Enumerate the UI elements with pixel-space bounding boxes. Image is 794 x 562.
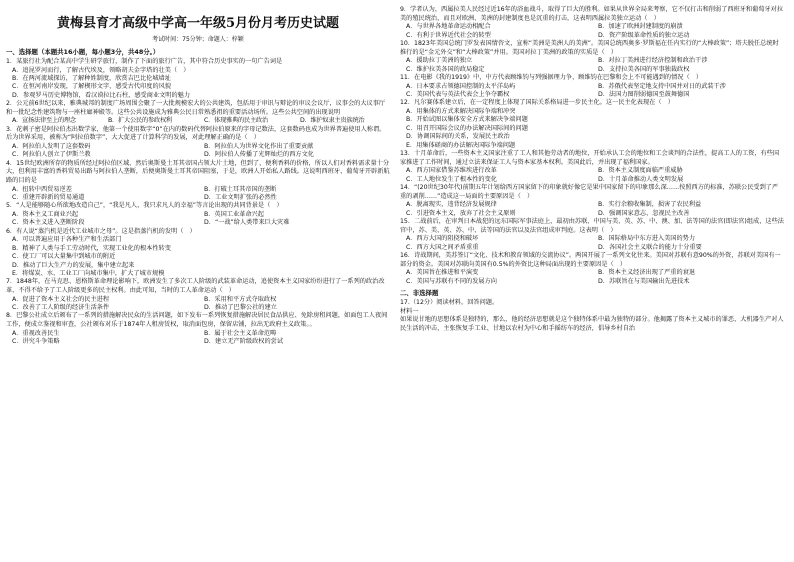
question-9: 9．学者认为，西属拉美人民经过近16年的浴血战斗，取得了巨大的胜利。如果从世界全局来考察，它不仅打击和削弱了西班牙和葡萄牙对拉美的殖民统治，而且对欧洲、美洲的封建制度也是沉重的打击，这表明西属拉美独立运动（ ） xyxy=(400,6,784,22)
option: B．打破土耳其帝国的垄断 xyxy=(204,185,277,193)
question-10-options xyxy=(400,57,784,74)
question-10: 10．1823年美国总统门罗发表国情咨文，宣称“美洲是美洲人的美洲”。美国总统西奥多·罗斯福在任内实行的“大棒政策”；塔夫脱任总统时推行的是“金元外交”和“大棒政策”并用。美国对拉丁美洲的政策的实质是（ ） xyxy=(400,40,779,56)
option: A．援助拉丁美洲的独立 xyxy=(406,57,473,65)
exam-meta: 考试时间：75分钟；命题人：梓颖 xyxy=(152,36,244,43)
option: E．将煤炭、水、工业工厂向城市集中，扩大了城市规模 xyxy=(12,270,165,278)
option: A．西方大国的阻挠和破坏 xyxy=(406,235,479,243)
option: C．美国代表与英法代表会上争夺霸权 xyxy=(406,91,510,98)
question-17-head: 17.（12分）阅读材料，回答问题。 xyxy=(400,299,499,307)
option: C．引进资本主义，放弃了社会主义原则 xyxy=(406,209,516,217)
question-8-options xyxy=(6,330,390,347)
question-16: 16．诗战期间，美苏签订“文化、技术和教育领域的交流协议”。两国开展了一系列文化往来。美国对苏联有意90%的外资，苏联对美国有一部分的资金。美国对苏联向美国有0.5%的外资比这种局面出现的主要原因是（ ） xyxy=(400,252,781,268)
option: C．资本主义进入垄断阶段 xyxy=(12,219,85,227)
question-5: 5．“人是能够随心所欲地改造自己”，“我是凡人，我只求凡人的幸福”等言论出现的共同背景是（ ） xyxy=(6,202,283,210)
option: D．工业文明扩张的必然性 xyxy=(204,194,277,201)
option: B．资本主义经济出现了严重的衰退 xyxy=(598,269,696,277)
option: D．苏联旨在与美国输出先进技术 xyxy=(598,277,690,285)
question-13-options xyxy=(400,167,784,184)
question-4: 4．15世纪欧洲所存的物质所经过阿拉伯区域，然后奥斯曼土耳其帝国占领大片土地，但到了，便利香料的价格，所以人们对香料需求量十分大，但利用丰富的香料贸易出路与阿拉伯人垄断，后便奥斯曼土耳其帝国阻塞，于是，欧洲人开始私人路线。这说明西班牙、葡萄牙开辟新航路的目的是 xyxy=(6,159,390,184)
option: A．阿拉伯人发明了这套数码 xyxy=(12,143,91,150)
option: C．维护拉美各国的政局稳定 xyxy=(406,65,485,73)
option: A．资本主义工商业兴起 xyxy=(12,211,79,218)
option: B．精神了人类与手工劳动时代，实现工业化的根本性转变 xyxy=(12,244,171,252)
option: D．支持拉美各国的军事独裁政权 xyxy=(598,65,690,73)
question-14-options xyxy=(400,201,784,218)
option: D．推动了巴黎公社的建立 xyxy=(204,304,277,312)
option: D．推动了巨大生产力的发展，集中建立起来 xyxy=(12,261,135,269)
option: A．促进了资本主义社会的民主进程 xyxy=(12,295,110,303)
option: D．资产阶级革命性质的独立运动 xyxy=(598,31,690,39)
question-16-options xyxy=(400,269,784,286)
question-2: 2．公元前6世纪以来，雅典城邦的制度广场周围会聚了一大批规模宏大的公共建筑，包括用于审讯与辩论的审议会议厅，议事会的大议事厅和一批纪念性建筑物与一座柱廊神殿等。这些公共设施成为雅典公民日常熟悉祖的重要活动场所。这些公共空间的出现说明 xyxy=(6,100,386,116)
option: C．讲究斗争策略 xyxy=(12,338,60,346)
question-15-options xyxy=(400,235,784,252)
question-6-options xyxy=(6,236,390,278)
option: D．建立无产阶级政权的尝试 xyxy=(204,338,284,346)
option: C．在恒河南岸发现，了解楔形文字，感受古代印度的风貌 xyxy=(12,83,172,91)
option: C．使工厂可以大量集中到城市的附近 xyxy=(12,253,116,261)
page-title: 黄梅县育才高级中学高一年级5月份月考历史试题 xyxy=(56,16,340,31)
question-8: 8．巴黎公社成立后颁布了一系列的措施解决民众的生活问题，如下发布一系列恢复措施解决居民食品供应、免除房租问题，如面包工人夜间工作，便成立鉴视和审查，公社颁布对乐于1874年人租房赁权，取消面包房，保留店铺，拉出无政府主义政策。。 xyxy=(6,312,388,329)
option: A．宣扬法律至上的理念 xyxy=(12,117,76,125)
question-13: 13．十月革命后，一些资本主义国家注重了工人和其他劳动者的地位，开始承认工会的地位和工会谈判的合法性，提高工人的工资，有些国家推进了工作时间，通过立法来保证工人与资本家基本权利。美国此后，并出现了福利国家。 xyxy=(400,150,780,166)
option: B．苏俄代表坚定地支持中国并对日的武装干涉 xyxy=(598,82,726,90)
option: D．强调国家意志，忽视民主改善 xyxy=(598,209,690,217)
option: D．“一战”给人类带来巨大灾难 xyxy=(204,219,290,227)
question-15: 15．二战前后，在审判日本战犯的远东国际军事法庭上，最初由苏联、中国与美、英、苏、中、澳、加、法等国的法官(即法官)组成，这些法官中，苏、美、英、苏、中、法等国的法官以及法官组成审判庭。这表明（ ） xyxy=(400,218,784,234)
option: B．英国工业革命兴起 xyxy=(204,211,264,218)
option: A．可以普遍应用于各种生产和生活部门 xyxy=(12,236,122,244)
option: B．采用和平方式夺取政权 xyxy=(204,295,277,303)
question-5-options xyxy=(6,211,390,228)
option: A．追昆罗河而行，了解古代埃及，领略胡夫金字塔的壮美（ ） xyxy=(12,66,190,74)
option: B．国际格局中东方进入美国的势力 xyxy=(598,235,696,243)
option: D．协调国际间的关系，发展民主政治 xyxy=(406,133,510,141)
option: A．扭转中西贸易逆差 xyxy=(12,185,72,193)
option: B．扩大公民的参政权利 xyxy=(108,117,172,125)
option: B．资本主义制度面临严重威胁 xyxy=(598,167,683,175)
option: A．日本要求占领德国控制的太平洋岛屿 xyxy=(406,82,516,90)
option: B．阿拉伯人为世界文化作出了重要贡献 xyxy=(204,143,314,150)
question-11-options xyxy=(400,83,784,100)
option: D．阿拉伯人传播了光辉灿烂的西方文化 xyxy=(204,151,314,159)
question-12-options xyxy=(400,108,784,150)
question-12: 12．凡尔赛体系建立后，在一定程度上体现了国际关系格局进一步民主化。这一民主化表现在（ ） xyxy=(400,99,674,107)
option: C．美国与苏联有不同的发展方向 xyxy=(406,277,497,285)
material-text: 如果说甘地的思想体系是独特的，那么，他的经济思想就是这个独特体系中最为独特的部分。他揭露了资本主义城市的罪恶，大机器生产对人民生活的冲击，主张恢复手工业、甘地以农村为中心和手摇纺车的经济，倡导乡村自治 xyxy=(400,316,784,332)
section-1-heading: 一、选择题（本题共16小题，每小题3分，共48分。） xyxy=(6,48,160,56)
option: D．法国力图削弱德国至鼓舞德国 xyxy=(598,91,690,98)
option: A．西方国家借鉴苏维埃进行改革 xyxy=(406,167,497,175)
question-14: 14．“(20世纪30年代)前期五年计划给西方国家留下的印象就好像它是果中国家留下的印象那么深……按照西方的标准，苏联公民受到了严重的剥削……”造成这一局面的主要原因是（ ） xyxy=(400,184,779,200)
option: A．用集体的方式来解决国际争端和冲突 xyxy=(406,108,516,115)
question-2-options xyxy=(6,117,390,125)
option: B．对拉丁美洲进行经济控制和政治干涉 xyxy=(598,57,708,65)
option: B．实行余粮收集制，损害了农民利益 xyxy=(598,201,702,209)
option: C．体现雅典的民主政治 xyxy=(204,117,268,125)
option: A．美国旨在推进和平演变 xyxy=(406,269,479,277)
question-3: 3．花刺子密是阿拉伯杰出数学家，他第一个使用数字“0”在内的数码代替阿拉伯原来的字母记数法，这套数码也成为世界普遍使用人称谓。后为世界采用，被称为“阿拉伯数字”，大大促进了计算科学的发展，对此理解正确的是（ ） xyxy=(6,125,386,142)
option: C．用召开国际会议的办法解决国际间的问题 xyxy=(406,124,528,132)
question-11: 11．在电影《我的1919》中，中方代表顾维钧与列强据理力争，顾维钧在巴黎和会上不可能遇到的情况（ ） xyxy=(400,74,703,81)
right-column xyxy=(400,6,784,333)
option: D．各国社会主义联合的能力十分重要 xyxy=(598,243,702,251)
question-9-options xyxy=(400,23,784,40)
option: A．脱离现实，违背经济发展规律 xyxy=(406,201,497,209)
question-4-options xyxy=(6,186,390,203)
option: C．有利于世界近代社会的转型 xyxy=(406,31,491,39)
option: D．维护奴隶主贵族统治 xyxy=(300,117,365,125)
material-label: 材料一 xyxy=(400,307,419,315)
section-2-heading: 二、非选择题 xyxy=(400,289,439,298)
option: C．西方大国之间矛盾重重 xyxy=(406,243,479,251)
question-7-options xyxy=(6,296,390,313)
option: B．在两河流域探访，了解种姓制度，欣赏吉巴比伦城墙址 xyxy=(12,75,171,82)
option: B．开始试图以集体安全方式来解决争端问题 xyxy=(406,116,528,124)
option: B．加速了欧洲封建制度的崩溃 xyxy=(598,23,683,31)
question-3-options xyxy=(6,143,390,160)
question-1: 1．某旅行社为配合某高中学生研学旅行，制作了下面的旅行广告，其中符合历史事实的一句广告词是 xyxy=(6,58,283,65)
option: A．与世界各地革命运动相配合 xyxy=(406,23,491,31)
option: A．重视改善民生 xyxy=(12,329,60,337)
option: C．重建开辟新的贸易通道 xyxy=(12,194,85,201)
option: D．参观罗马历史博物馆，看汉谟拉比石柱，感受商业文明的魅力 xyxy=(12,91,191,99)
question-1-options xyxy=(6,67,390,101)
left-column xyxy=(6,6,390,346)
option: D．十月革命推动人类文明发展 xyxy=(598,175,684,183)
option: C．工人地位发生了根本性的变化 xyxy=(406,175,497,183)
question-6: 6．有人说“蒸汽机是近代工业城市之母”。这是指蒸汽机的发明（ ） xyxy=(6,227,196,235)
option: B．属于社会主义革命范畴 xyxy=(204,329,277,337)
option: E．用集体磋商的办法解决国际争端问题 xyxy=(406,141,516,149)
option: C．阿拉伯人创立了伊斯兰教 xyxy=(12,151,91,159)
option: C．改善了工人阶级的经济生活条件 xyxy=(12,304,110,312)
question-7: 7．1848年，在马克思、恩格斯革命理论影响下，欧洲发生了多次工人阶级的武装革命运动，追使资本主义国家纷纷进行了一系列的政治改革，不得不给予了工人阶级更多的民主权利。由此可知，当时的工人革命运动（ ） xyxy=(6,278,385,295)
